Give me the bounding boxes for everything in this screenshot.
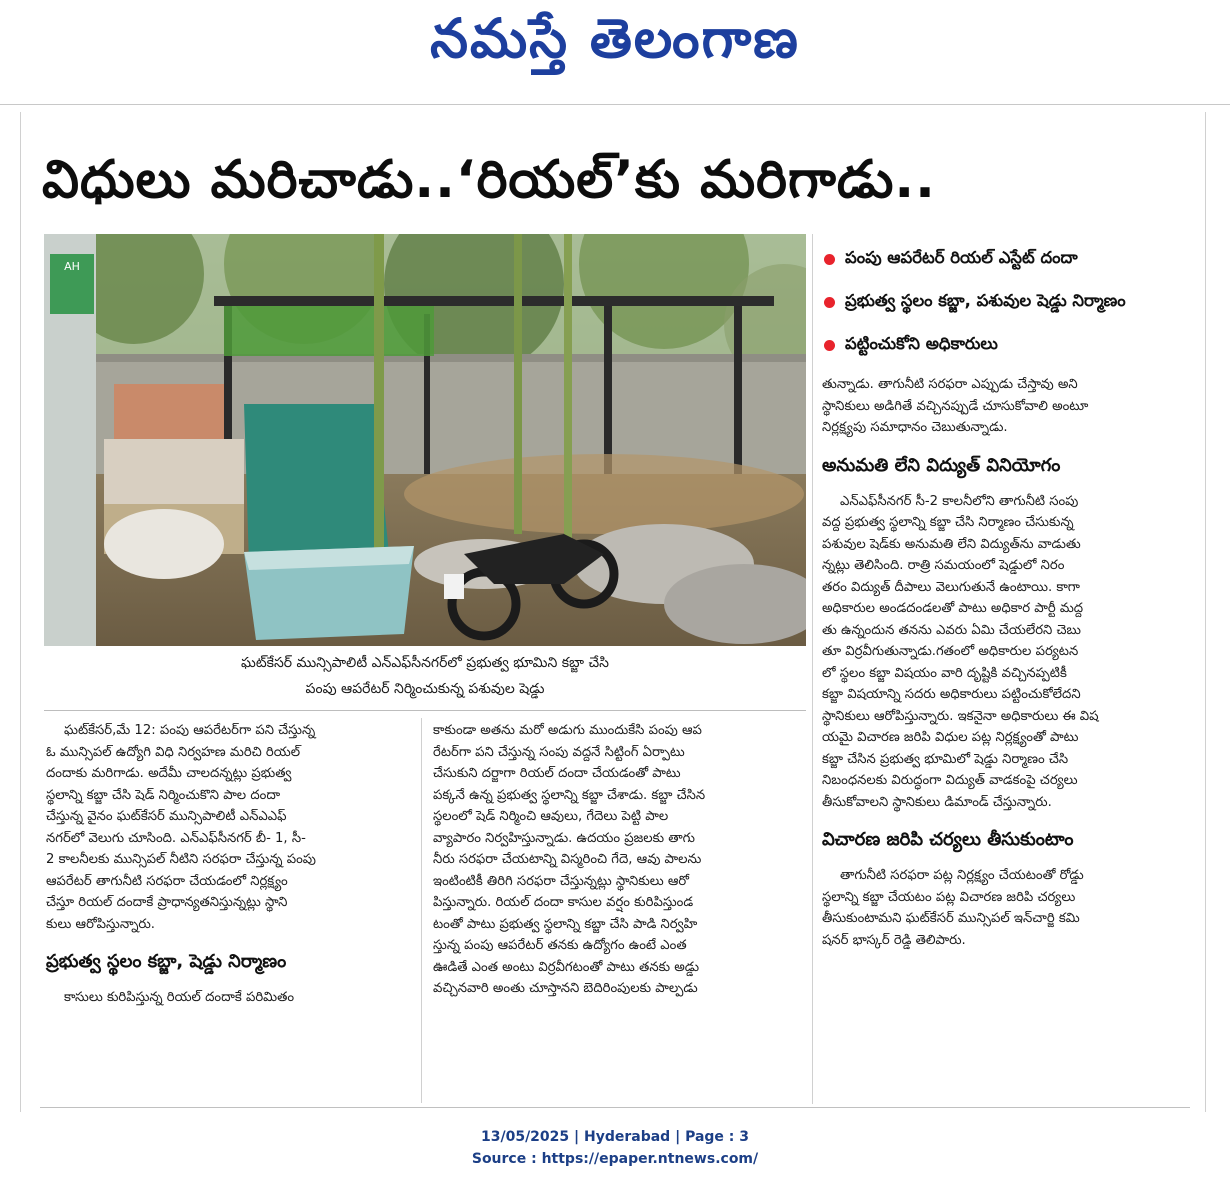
text-line: అధికారుల అండదండలతో పాటు అధికార పార్టీ మద్ద [822, 601, 1084, 616]
text-line: పక్కనే ఉన్న ప్రభుత్వ స్థలాన్ని కబ్జా చేశాడు. కబ్జా చేసిన [433, 787, 706, 803]
section-subhead: విచారణ జరిపి చర్యలు తీసుకుంటాం [822, 829, 1074, 850]
text-line: న్నట్లు తెలిసింది. రాత్రి సమయంలో షెడ్డులో నిరం [822, 558, 1065, 573]
text-line: స్థానికులు అడిగితే వచ్చినప్పుడే చూసుకోవాలి అంటూ [822, 398, 1089, 414]
text-line: లో స్థలం కబ్జా విషయం వారి దృష్టికి వచ్చినప్పటికీ [822, 665, 1067, 681]
text-line: వ్యాపారం నిర్వహిస్తున్నాడు. ఉదయం ప్రజలకు తాగు [433, 830, 695, 846]
photo-sign-text: AH [64, 260, 80, 273]
page-footer [0, 1126, 1230, 1170]
text-line: పశువుల షెడ్‌కు అనుమతి లేని విద్యుత్‌ను వాడుతు [822, 536, 1081, 552]
text-line: స్థలాన్ని కబ్జా చేయటం పట్ల విచారణ జరిపి చర్యలు [822, 889, 1076, 905]
left-border [20, 112, 21, 1112]
section-subhead: అనుమతి లేని విద్యుత్ వినియోగం [822, 454, 1061, 476]
text-line: తూ విర్రవీగుతున్నాడు.గతంలో అధికారుల పర్యటన [822, 644, 1079, 659]
text-line: ఆపరేటర్ తాగునీటి సరఫరా చేయడంలో నిర్లక్ష్యం [46, 873, 288, 889]
column-divider [421, 718, 422, 1103]
text-line: కబ్జా విషయాన్ని సదరు అధికారులు పట్టించుకోలేదని [822, 687, 1081, 702]
text-line: షనర్ భాస్కర్ రెడ్డి తెలిపారు. [822, 932, 966, 948]
headline: విధులు మరిచాడు..‘రియల్’కు మరిగాడు.. [42, 150, 936, 210]
text-line: కులు ఆరోపిస్తున్నారు. [46, 916, 155, 932]
paragraph [46, 987, 412, 1009]
paragraph [822, 491, 1202, 814]
photo-caption [44, 650, 806, 702]
text-line: టంతో పాటు ప్రభుత్వ స్థలాన్ని కబ్జా చేసి పాడి నిర్వహి [433, 916, 698, 932]
paragraph [46, 720, 412, 935]
bullet-dot-icon [824, 297, 835, 308]
article-column-3 [822, 374, 1202, 951]
text-line: పిస్తున్నారు. రియల్ దందా కాసుల వర్షం కురిపిస్తుండ [433, 895, 694, 910]
caption-line: పంపు ఆపరేటర్ నిర్మించుకున్న పశువుల షెడ్డు [305, 681, 545, 697]
text-line: కాసులు కురిపిస్తున్న రియల్ దందాకే పరిమితం [64, 990, 295, 1005]
masthead [0, 0, 1230, 80]
text-line: చేస్తున్న వైనం ఘట్‌కేసర్ మున్సిపాలిటీ ఎన్ఎఎఫ్ [46, 809, 287, 824]
text-line: చేస్తూ రియల్ దందాకే ప్రాధాన్యతనిస్తున్నట్లు స్థాని [46, 895, 288, 910]
bullet-item [824, 324, 1204, 367]
footer-date-page: 13/05/2025 | Hyderabad | Page : 3 [480, 1129, 750, 1145]
bullet-dot-icon [824, 254, 835, 265]
text-line: తు ఉన్నందున తనను ఎవరు ఏమి చేయలేరని చెబు [822, 622, 1081, 638]
text-line: చేసుకుని దర్జాగా రియల్ దందా చేయడంతో పాటు [433, 766, 681, 781]
highlight-bullets [824, 238, 1204, 367]
bottom-divider [40, 1107, 1190, 1108]
text-line: ఎన్ఎఫ్‌సీనగర్ సీ-2 కాలనీలోని తాగునీటి సంపు [840, 493, 1079, 509]
text-line: స్తున్న పంపు ఆపరేటర్ తనకు ఉద్యోగం ఉంటే ఎంత [433, 938, 687, 953]
footer-source-link[interactable]: Source : https://epaper.ntnews.com/ [471, 1151, 759, 1167]
text-line: నిబంధనలకు విరుద్ధంగా విద్యుత్ వాడకంపై చర్యలు [822, 773, 1078, 788]
section-subhead: ప్రభుత్వ స్థలం కబ్జా, షెడ్డు నిర్మాణం [46, 951, 287, 972]
text-line: నగర్‌లో వెలుగు చూసింది. ఎన్ఎఫ్‌సీనగర్ బీ- 1, సీ- [46, 830, 306, 846]
caption-line: ఘట్‌కేసర్ మున్సిపాలిటీ ఎన్ఎఫ్‌సీనగర్‌లో ప్రభుత్వ భూమిని కబ్జా చేసి [241, 655, 609, 671]
text-line: స్థలంలో షెడ్ నిర్మించి ఆవులు, గేదెలు పెట్టి పాల [433, 809, 669, 824]
bullet-item [824, 238, 1204, 281]
text-line: నిర్లక్ష్యపు సమాధానం చెబుతున్నాడు. [822, 420, 1008, 435]
text-line: తరం విద్యుత్ దీపాలు వెలుగుతునే ఉంటాయి. కాగా [822, 579, 1080, 595]
bullet-text: పంపు ఆపరేటర్ రియల్ ఎస్టేట్ దందా [845, 248, 1078, 267]
text-line: యమై విచారణ జరిపి విధుల పట్ల నిర్లక్ష్యంతో పాటు [822, 730, 1079, 745]
paragraph [433, 720, 803, 1000]
masthead-title: నమస్తే తెలంగాణ [430, 7, 800, 70]
text-line: రేటర్‌గా పని చేస్తున్న సంపు వద్దనే సిట్టింగ్ ఏర్పాటు [433, 744, 685, 760]
text-line: తీసుకుంటామని ఘట్‌కేసర్ మున్సిపల్ ఇన్‌చార్జి కమి [822, 911, 1080, 926]
text-line: తాగునీటి సరఫరా పట్ల నిర్లక్ష్యం చేయటంతో రోడ్డు [840, 868, 1084, 883]
column-divider [812, 234, 813, 1104]
text-line: స్థలాన్ని కబ్జా చేసి షెడ్ నిర్మించుకొని పాల దందా [46, 787, 281, 803]
right-border [1205, 112, 1206, 1112]
text-line: వచ్చినవారి అంతు చూస్తానని బెదిరింపులకు పాల్పడు [433, 981, 698, 996]
bullet-text: ప్రభుత్వ స్థలం కబ్జా, పశువుల షెడ్డు నిర్మాణం [845, 291, 1126, 310]
text-line: ఘట్‌కేసర్,మే 12: పంపు ఆపరేటర్‌గా పని చేస్తున్న [64, 723, 316, 738]
bullet-text: పట్టించుకోని అధికారులు [845, 334, 998, 353]
text-line: వద్ద ప్రభుత్వ స్థలాన్ని కబ్జా చేసి నిర్మాణం చేసుకున్న [822, 515, 1074, 530]
news-photo [44, 234, 806, 646]
paragraph [822, 374, 1202, 439]
text-line: ఊడితే ఎంత అంటు విర్రవీగటంతో పాటు తనకు అడ్డు [433, 959, 700, 975]
paragraph [822, 865, 1202, 951]
caption-divider [44, 710, 806, 711]
article-column-2 [433, 720, 803, 1000]
text-line: స్థానికులు ఆరోపిస్తున్నారు. ఇకనైనా అధికారులు ఈ విష [822, 708, 1099, 724]
text-line: కబ్జా చేసిన ప్రభుత్వ భూమిలో షెడ్డు నిర్మాణం చేసి [822, 751, 1069, 767]
text-line: ఇంటింటికీ తిరిగి సరఫరా చేస్తున్నట్లు స్థానికులు ఆరో [433, 873, 689, 889]
article-column-1 [46, 720, 412, 1009]
text-line: ఓ మున్సిపల్ ఉద్యోగి విధి నిర్వహణ మరిచి రియల్ [46, 744, 301, 760]
top-divider [0, 104, 1230, 105]
bullet-dot-icon [824, 340, 835, 351]
text-line: దందాకు మరిగాడు. అదేమీ చాలదన్నట్లు ప్రభుత్వ [46, 766, 292, 781]
bullet-item [824, 281, 1204, 324]
cattle-shed-photo-illustration [44, 234, 806, 646]
text-line: 2 కాలనీలకు మున్సిపల్ నీటిని సరఫరా చేస్తున్న పంపు [46, 852, 316, 867]
text-line: కాకుండా అతను మరో అడుగు ముందుకేసి పంపు ఆప [433, 723, 702, 738]
text-line: తీసుకోవాలని స్థానికులు డిమాండ్ చేస్తున్నారు. [822, 794, 1052, 810]
text-line: తున్నాడు. తాగునీటి సరఫరా ఎప్పుడు చేస్తావు అని [822, 377, 1078, 392]
text-line: నీరు సరఫరా చేయటాన్ని విస్మరించి గేదె, ఆవు పాలను [433, 852, 702, 867]
